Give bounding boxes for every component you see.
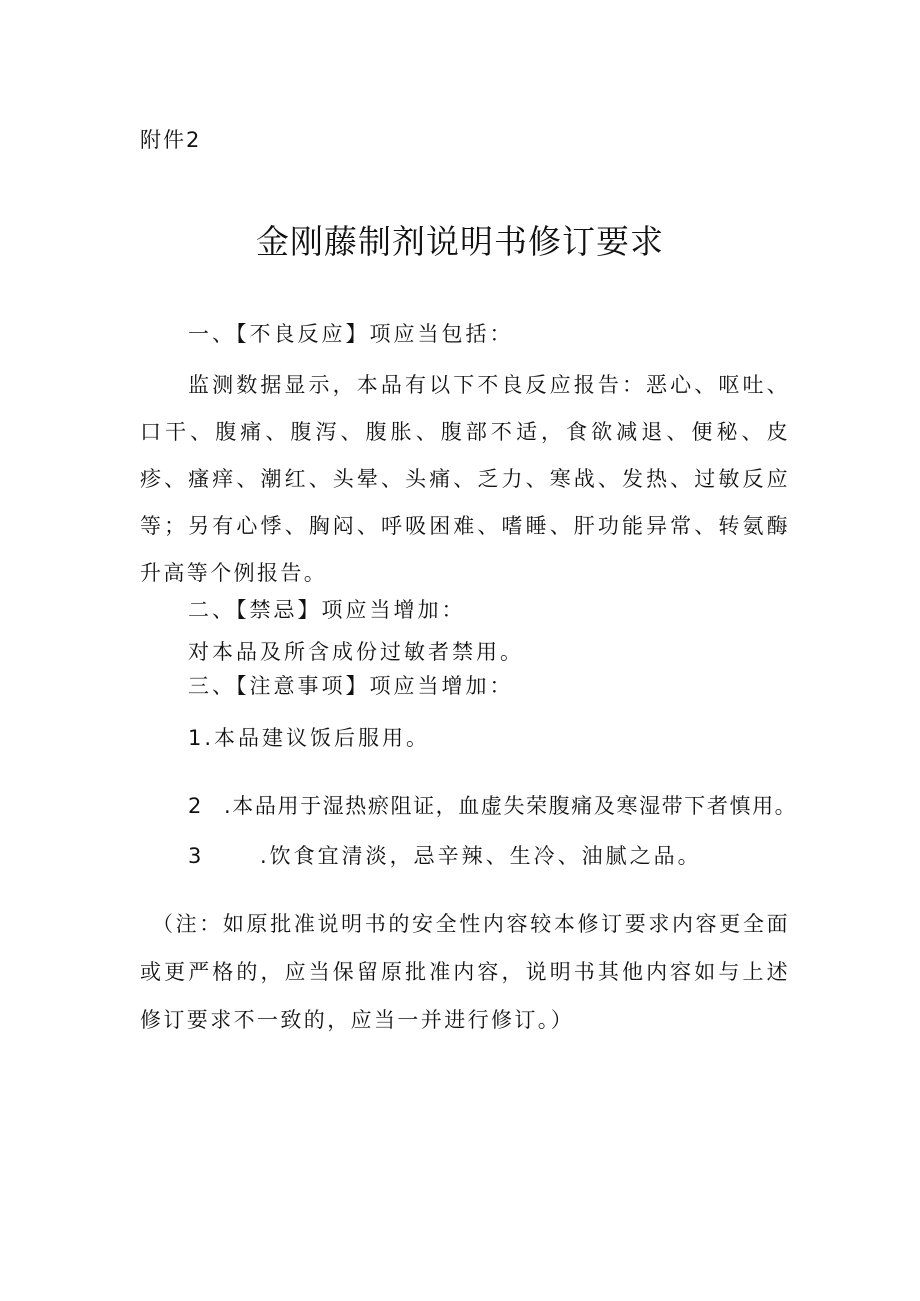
precaution-item-text: .饮食宜清淡，忌辛辣、生冷、油腻之品。 [260,844,702,868]
precaution-item-3 [188,840,702,870]
precaution-item-text: .本品建议饭后服用。 [204,726,431,750]
contraindications-heading: 二、【禁忌】项应当增加： [188,598,466,622]
precaution-item-1 [188,722,430,752]
precaution-item-2 [188,790,797,820]
precaution-item-number: 3 [188,844,205,868]
document-title: 金刚藤制剂说明书修订要求 [256,222,664,261]
contraindications-text: 对本品及所含成份过敏者禁用。 [188,640,524,664]
precaution-item-text: .本品用于湿热瘀阻证，血虚失荣腹痛及寒湿带下者慎用。 [224,794,798,818]
precaution-item-number: 1 [188,726,205,750]
adverse-reactions-paragraph: 监测数据显示，本品有以下不良反应报告：恶心、呕吐、口干、腹痛、腹泻、腹胀、腹部不适，食欲减退、便秘、皮疹、瘙痒、潮红、头晕、头痛、乏力、寒战、发热、过敏反应等；另有心悸、胸闷、呼吸困难、嗜睡、肝功能异常、转氨酶升高等个例报告。 [140,373,790,585]
precaution-item-number: 2 [188,794,203,818]
attachment-label: 附件2 [140,128,202,152]
adverse-reactions-heading: 一、【不良反应】项应当包括： [188,322,514,346]
revision-note: （注：如原批准说明书的安全性内容较本修订要求内容更全面或更严格的，应当保留原批准内容，说明书其他内容如与上述修订要求不一致的，应当一并进行修订。） [140,912,790,1032]
precautions-heading: 三、【注意事项】项应当增加： [188,674,514,698]
